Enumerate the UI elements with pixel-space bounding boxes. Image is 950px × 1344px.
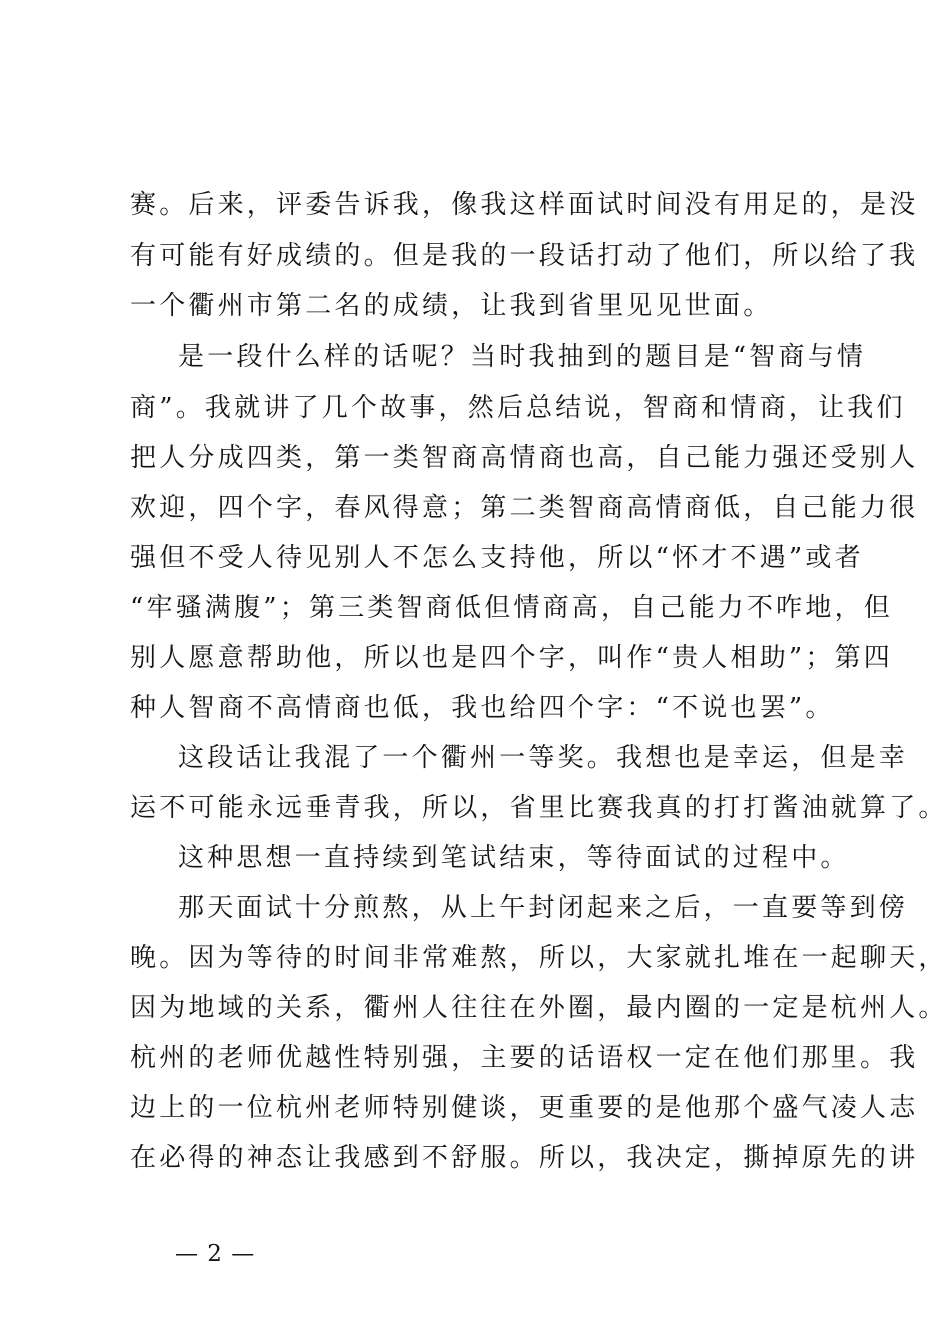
text-line: 那天面试十分煎熬，从上午封闭起来之后，一直要等到傍 (178, 893, 909, 923)
page-number: — 2 — (175, 1241, 256, 1267)
text-line: 欢迎，四个字，春风得意；第二类智商高情商低，自己能力很 (130, 493, 919, 523)
text-line: 边上的一位杭州老师特别健谈，更重要的是他那个盛气凌人志 (130, 1093, 919, 1123)
text-line: 因为地域的关系，衢州人往往在外圈，最内圈的一定是杭州人。 (130, 993, 948, 1023)
text-line: 运不可能永远垂青我，所以，省里比赛我真的打打酱油就算了。 (130, 793, 948, 823)
text-line: “牢骚满腹”；第三类智商低但情商高，自己能力不咋地，但 (130, 593, 893, 623)
text-line: 杭州的老师优越性特别强，主要的话语权一定在他们那里。我 (130, 1043, 919, 1073)
text-line: 强但不受人待见别人不怎么支持他，所以“怀才不遇”或者 (130, 543, 864, 573)
text-line: 有可能有好成绩的。但是我的一段话打动了他们，所以给了我 (130, 241, 919, 271)
text-line: 是一段什么样的话呢？当时我抽到的题目是“智商与情 (178, 342, 867, 372)
text-line: 晚。因为等待的时间非常难熬，所以，大家就扎堆在一起聊天， (130, 943, 948, 973)
text-line: 这种思想一直持续到笔试结束，等待面试的过程中。 (178, 843, 850, 873)
text-line: 商”。我就讲了几个故事，然后总结说，智商和情商，让我们 (130, 393, 906, 423)
text-line: 一个衢州市第二名的成绩，让我到省里见见世面。 (130, 291, 773, 321)
text-line: 这段话让我混了一个衢州一等奖。我想也是幸运，但是幸 (178, 743, 909, 773)
text-line: 别人愿意帮助他，所以也是四个字，叫作“贵人相助”；第四 (130, 643, 893, 673)
text-line: 把人分成四类，第一类智商高情商也高，自己能力强还受别人 (130, 443, 919, 473)
text-line: 种人智商不高情商也低，我也给四个字：“不说也罢”。 (130, 693, 835, 723)
text-line: 在必得的神态让我感到不舒服。所以，我决定，撕掉原先的讲 (130, 1143, 919, 1173)
text-line: 赛。后来，评委告诉我，像我这样面试时间没有用足的，是没 (130, 190, 919, 220)
